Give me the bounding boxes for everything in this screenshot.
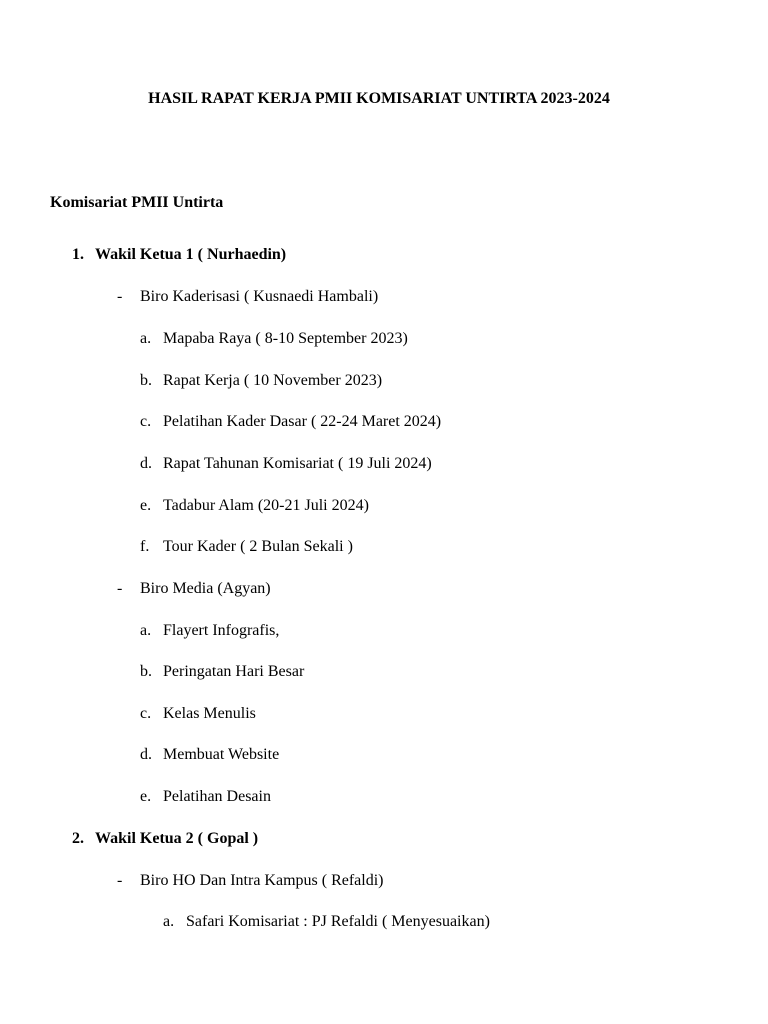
- list-letter: d.: [140, 455, 152, 472]
- dash-bullet: -: [117, 580, 123, 597]
- list-item-label: Membuat Website: [163, 746, 280, 763]
- list-item-label: Biro Kaderisasi ( Kusnaedi Hambali): [140, 288, 379, 305]
- list-item-label: Pelatihan Desain: [163, 788, 271, 805]
- list-letter: b.: [140, 663, 152, 680]
- dash-bullet: -: [117, 288, 123, 305]
- list-item-label: Peringatan Hari Besar: [163, 663, 305, 680]
- list-item-label: Pelatihan Kader Dasar ( 22-24 Maret 2024): [163, 413, 442, 430]
- list-item-label: Kelas Menulis: [163, 705, 256, 722]
- list-item-label: Biro Media (Agyan): [140, 580, 271, 597]
- list-item-label: Tour Kader ( 2 Bulan Sekali ): [163, 538, 353, 555]
- list-item-label: Biro HO Dan Intra Kampus ( Refaldi): [140, 872, 384, 889]
- list-item-label: Rapat Kerja ( 10 November 2023): [163, 372, 383, 389]
- list-letter: a.: [140, 622, 152, 639]
- list-letter: b.: [140, 372, 152, 389]
- list-item-label: Rapat Tahunan Komisariat ( 19 Juli 2024): [163, 455, 432, 472]
- list-letter: e.: [140, 497, 152, 514]
- dash-bullet: -: [117, 872, 123, 889]
- list-number: 2.: [72, 830, 84, 847]
- list-letter: d.: [140, 746, 152, 763]
- list-item-label: Flayert Infografis,: [163, 622, 280, 639]
- list-item-label: Wakil Ketua 1 ( Nurhaedin): [95, 246, 287, 263]
- list-item-label: Safari Komisariat : PJ Refaldi ( Menyesuaikan): [186, 913, 490, 930]
- list-letter: a.: [140, 330, 152, 347]
- list-letter: c.: [140, 705, 152, 722]
- list-letter: f.: [140, 538, 150, 555]
- list-number: 1.: [72, 246, 84, 263]
- list-letter: e.: [140, 788, 152, 805]
- list-letter: a.: [163, 913, 175, 930]
- document-title: HASIL RAPAT KERJA PMII KOMISARIAT UNTIRTA 2023-2024: [148, 90, 610, 107]
- list-item-label: Wakil Ketua 2 ( Gopal ): [95, 830, 259, 847]
- list-item-label: Tadabur Alam (20-21 Juli 2024): [163, 497, 369, 514]
- list-item-label: Mapaba Raya ( 8-10 September 2023): [163, 330, 408, 347]
- section-heading: Komisariat PMII Untirta: [50, 194, 224, 211]
- list-letter: c.: [140, 413, 152, 430]
